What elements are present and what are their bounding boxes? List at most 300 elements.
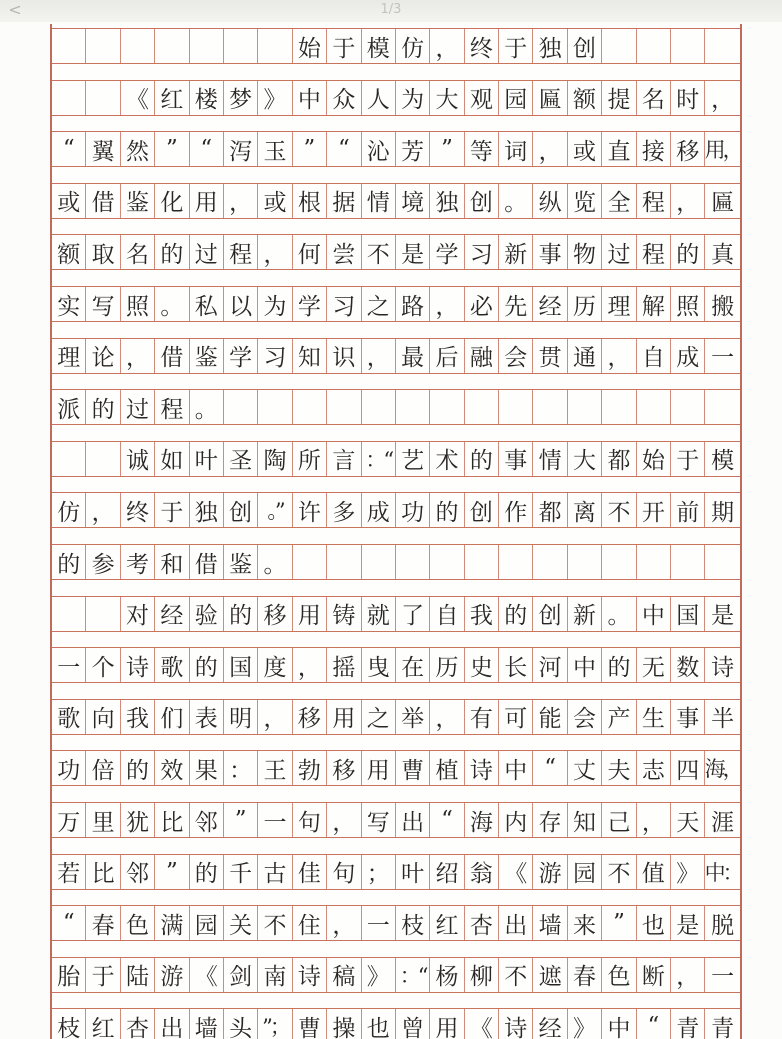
grid-cell: 游 xyxy=(155,958,189,992)
grid-cell: 断 xyxy=(637,958,671,992)
grid-cell: 不 xyxy=(602,855,636,889)
grid-cell: 色 xyxy=(602,958,636,992)
grid-cell: 融 xyxy=(465,339,499,373)
grid-cell: 春 xyxy=(568,958,602,992)
grid-cell: 自 xyxy=(430,597,464,631)
grid-cell: 派 xyxy=(52,390,86,424)
grid-cell: 史 xyxy=(465,648,499,682)
grid-cell: 先 xyxy=(499,287,533,321)
grid-cell: ” xyxy=(155,132,189,166)
grid-cell xyxy=(293,390,327,424)
grid-cell: 铸 xyxy=(327,597,361,631)
grid-cell: 新 xyxy=(568,597,602,631)
grid-cell: “ xyxy=(637,1009,671,1039)
grid-cell: ：“ xyxy=(362,442,396,476)
grid-cell: 杏 xyxy=(465,906,499,940)
grid-cell: 半 xyxy=(711,706,735,733)
grid-cell: ， xyxy=(533,132,567,166)
grid-cell: 的 xyxy=(121,751,155,785)
grid-cell: 红 xyxy=(86,1009,120,1039)
grid-cell: 杏 xyxy=(121,1009,155,1039)
grid-cell: 纵 xyxy=(533,184,567,218)
grid-cell: 红 xyxy=(155,81,189,115)
grid-cell: 众 xyxy=(327,81,361,115)
grid-cell: ， xyxy=(671,958,705,992)
grid-cell: 曹 xyxy=(293,1009,327,1039)
grid-cell: 物 xyxy=(568,235,602,269)
grid-cell: 陆 xyxy=(121,958,155,992)
grid-cell: 匾 xyxy=(711,190,735,217)
grid-cell: 长 xyxy=(499,648,533,682)
grid-cell: 产 xyxy=(602,700,636,734)
grid-cell: ， xyxy=(362,339,396,373)
grid-cell: 出 xyxy=(499,906,533,940)
grid-cell: 内 xyxy=(499,803,533,837)
grid-cell: 存 xyxy=(533,803,567,837)
grid-cell: ， xyxy=(224,184,258,218)
grid-cell: 己 xyxy=(602,803,636,837)
grid-cell xyxy=(602,390,636,424)
grid-cell: 》 xyxy=(362,958,396,992)
grid-row xyxy=(52,492,740,528)
grid-cell: 中 xyxy=(602,1009,636,1039)
grid-cell: 用 xyxy=(430,1009,464,1039)
grid-row xyxy=(52,647,740,683)
grid-cell xyxy=(327,390,361,424)
grid-cell xyxy=(86,597,120,631)
grid-row xyxy=(52,1008,740,1039)
grid-cell: 圣 xyxy=(224,442,258,476)
grid-cell: ” xyxy=(430,132,464,166)
grid-cell: 尝 xyxy=(327,235,361,269)
grid-cell xyxy=(362,390,396,424)
grid-cell: ， xyxy=(258,235,292,269)
grid-cell: 独 xyxy=(533,29,567,63)
grid-cell: 的 xyxy=(224,597,258,631)
grid-cell: 用 xyxy=(327,700,361,734)
grid-cell: 必 xyxy=(465,287,499,321)
grid-cell: 解 xyxy=(637,287,671,321)
grid-cell: 沁 xyxy=(362,132,396,166)
grid-cell: 若 xyxy=(52,855,86,889)
grid-cell: 泻 xyxy=(224,132,258,166)
grid-cell: 头 xyxy=(224,1009,258,1039)
grid-cell xyxy=(602,545,636,579)
grid-cell: 诗 xyxy=(293,958,327,992)
grid-cell xyxy=(465,545,499,579)
grid-cell: 满 xyxy=(155,906,189,940)
grid-cell: 经 xyxy=(533,1009,567,1039)
grid-cell: 过 xyxy=(121,390,155,424)
grid-cell: 理 xyxy=(602,287,636,321)
grid-cell xyxy=(705,390,739,424)
grid-cell xyxy=(224,29,258,63)
grid-cell: “ xyxy=(190,132,224,166)
grid-cell: 程 xyxy=(637,184,671,218)
grid-cell xyxy=(52,597,86,631)
grid-cell: 论 xyxy=(86,339,120,373)
grid-cell: 移 xyxy=(258,597,292,631)
grid-cell: “ xyxy=(430,803,464,837)
grid-cell xyxy=(430,545,464,579)
grid-cell: ， xyxy=(327,803,361,837)
grid-cell: 。 xyxy=(190,390,224,424)
grid-cell: 河 xyxy=(533,648,567,682)
grid-cell: 移 xyxy=(293,700,327,734)
grid-row xyxy=(52,544,740,580)
back-chevron-icon[interactable]: < xyxy=(8,0,22,19)
grid-cell: 人 xyxy=(362,81,396,115)
grid-cell: 曾 xyxy=(396,1009,430,1039)
grid-cell: 作 xyxy=(499,493,533,527)
grid-cell: 墙 xyxy=(533,906,567,940)
grid-cell: 额 xyxy=(568,81,602,115)
grid-cell: 梦 xyxy=(224,81,258,115)
grid-cell: 柳 xyxy=(465,958,499,992)
grid-cell xyxy=(258,390,292,424)
grid-cell: 歌 xyxy=(52,700,86,734)
grid-cell: 句 xyxy=(293,803,327,837)
grid-cell: ” xyxy=(602,906,636,940)
grid-cell: 于 xyxy=(499,29,533,63)
grid-cell: 度 xyxy=(258,648,292,682)
grid-cell: 始 xyxy=(637,442,671,476)
grid-cell: 知 xyxy=(293,339,327,373)
grid-cell: 独 xyxy=(190,493,224,527)
grid-cell: 术 xyxy=(430,442,464,476)
grid-cell xyxy=(533,390,567,424)
grid-cell xyxy=(465,390,499,424)
grid-cell: 向 xyxy=(86,700,120,734)
grid-cell: 实 xyxy=(52,287,86,321)
grid-cell: 色 xyxy=(121,906,155,940)
grid-cell: 识 xyxy=(327,339,361,373)
grid-cell: ， xyxy=(602,339,636,373)
grid-cell: 也 xyxy=(637,906,671,940)
grid-cell: 照 xyxy=(121,287,155,321)
grid-cell: 玉 xyxy=(258,132,292,166)
grid-cell: 艺 xyxy=(396,442,430,476)
grid-cell: 数 xyxy=(671,648,705,682)
grid-cell: 植 xyxy=(430,751,464,785)
grid-row xyxy=(52,80,740,116)
grid-cell xyxy=(52,442,86,476)
grid-cell: “ xyxy=(533,751,567,785)
grid-cell: 接 xyxy=(637,132,671,166)
grid-cell: 情 xyxy=(533,442,567,476)
grid-cell: 不 xyxy=(499,958,533,992)
grid-cell: 仿 xyxy=(52,493,86,527)
grid-cell: ： xyxy=(224,751,258,785)
grid-cell: 剑 xyxy=(224,958,258,992)
grid-cell xyxy=(224,390,258,424)
grid-cell: ， xyxy=(430,287,464,321)
grid-cell: 无 xyxy=(637,648,671,682)
grid-cell: 值 xyxy=(637,855,671,889)
grid-cell: 志 xyxy=(637,751,671,785)
grid-cell: 中 xyxy=(499,751,533,785)
grid-cell: 开 xyxy=(637,493,671,527)
grid-cell: 胎 xyxy=(52,958,86,992)
grid-cell: 或 xyxy=(52,184,86,218)
grid-cell: 鉴 xyxy=(190,339,224,373)
grid-cell: 不 xyxy=(602,493,636,527)
grid-cell: 于 xyxy=(327,29,361,63)
grid-cell xyxy=(602,29,636,63)
grid-cell: ， xyxy=(327,906,361,940)
grid-cell: 出 xyxy=(396,803,430,837)
grid-cell: 比 xyxy=(86,855,120,889)
grid-cell xyxy=(671,29,705,63)
grid-cell: 都 xyxy=(602,442,636,476)
grid-cell: 借 xyxy=(86,184,120,218)
grid-cell: 经 xyxy=(533,287,567,321)
grid-cell: 邻 xyxy=(121,855,155,889)
grid-cell: 的 xyxy=(190,855,224,889)
grid-cell xyxy=(362,545,396,579)
grid-cell: 为 xyxy=(396,81,430,115)
grid-cell: 倍 xyxy=(86,751,120,785)
grid-cell: 化 xyxy=(155,184,189,218)
grid-cell: 用， xyxy=(704,138,741,163)
grid-cell: 验 xyxy=(190,597,224,631)
grid-row xyxy=(52,596,740,632)
grid-cell: 一 xyxy=(362,906,396,940)
grid-cell: 独 xyxy=(430,184,464,218)
grid-cell: 参 xyxy=(86,545,120,579)
grid-cell: 国 xyxy=(671,597,705,631)
grid-cell xyxy=(705,545,739,579)
grid-cell: 稿 xyxy=(327,958,361,992)
grid-cell: 中 xyxy=(568,648,602,682)
grid-cell: 经 xyxy=(155,597,189,631)
grid-cell: 之 xyxy=(362,700,396,734)
grid-cell: 生 xyxy=(637,700,671,734)
grid-cell: 借 xyxy=(190,545,224,579)
grid-cell: 表 xyxy=(190,700,224,734)
grid-cell: 模 xyxy=(711,448,735,475)
grid-cell xyxy=(258,29,292,63)
grid-cell: 贯 xyxy=(533,339,567,373)
grid-row xyxy=(52,441,740,477)
grid-cell: 效 xyxy=(155,751,189,785)
grid-cell: ， xyxy=(430,700,464,734)
grid-cell: 取 xyxy=(86,235,120,269)
grid-cell: 情 xyxy=(362,184,396,218)
grid-cell: 《 xyxy=(465,1009,499,1039)
grid-cell: 夫 xyxy=(602,751,636,785)
grid-cell: 可 xyxy=(499,700,533,734)
grid-cell: 私 xyxy=(190,287,224,321)
grid-cell: 如 xyxy=(155,442,189,476)
grid-cell: 之 xyxy=(362,287,396,321)
grid-cell: 终 xyxy=(465,29,499,63)
grid-cell: ， xyxy=(711,87,735,114)
grid-cell: 用 xyxy=(190,184,224,218)
grid-cell: 万 xyxy=(52,803,86,837)
grid-cell: 鉴 xyxy=(121,184,155,218)
grid-cell: 句 xyxy=(327,855,361,889)
grid-cell: 南 xyxy=(258,958,292,992)
grid-cell: 用 xyxy=(362,751,396,785)
grid-cell: 移 xyxy=(671,132,705,166)
grid-cell: 观 xyxy=(465,81,499,115)
grid-cell: 。 xyxy=(602,597,636,631)
grid-cell: 千 xyxy=(224,855,258,889)
grid-cell: 额 xyxy=(52,235,86,269)
grid-cell: 是 xyxy=(671,906,705,940)
grid-row xyxy=(52,234,740,270)
grid-cell: 名 xyxy=(121,235,155,269)
grid-cell: 言 xyxy=(327,442,361,476)
grid-cell: 习 xyxy=(327,287,361,321)
grid-row xyxy=(52,389,740,425)
grid-cell: 遮 xyxy=(533,958,567,992)
grid-cell: 摇 xyxy=(327,648,361,682)
grid-cell: 诗 xyxy=(711,654,735,681)
grid-cell: 佳 xyxy=(293,855,327,889)
grid-cell: 叶 xyxy=(190,442,224,476)
grid-cell: 海 xyxy=(465,803,499,837)
grid-cell: 自 xyxy=(637,339,671,373)
grid-cell xyxy=(396,545,430,579)
grid-cell: 春 xyxy=(86,906,120,940)
grid-cell: 枝 xyxy=(396,906,430,940)
grid-cell: 的 xyxy=(671,235,705,269)
grid-cell xyxy=(155,29,189,63)
grid-cell: 创 xyxy=(533,597,567,631)
grid-cell: 一 xyxy=(258,803,292,837)
grid-cell: 或 xyxy=(258,184,292,218)
grid-cell: 。” xyxy=(258,493,292,527)
grid-cell: 勃 xyxy=(293,751,327,785)
grid-cell: 的 xyxy=(86,390,120,424)
grid-cell: 诗 xyxy=(499,1009,533,1039)
grid-cell xyxy=(430,390,464,424)
grid-cell: 成 xyxy=(671,339,705,373)
essay-grid-paper xyxy=(50,24,742,1039)
grid-cell xyxy=(190,29,224,63)
grid-cell: 境 xyxy=(396,184,430,218)
grid-cell: 模 xyxy=(362,29,396,63)
grid-cell: 大 xyxy=(568,442,602,476)
grid-cell: 。 xyxy=(258,545,292,579)
grid-cell: 》 xyxy=(258,81,292,115)
grid-cell: 能 xyxy=(533,700,567,734)
grid-cell: 们 xyxy=(155,700,189,734)
grid-cell: ， xyxy=(430,29,464,63)
grid-cell xyxy=(499,390,533,424)
grid-cell: 会 xyxy=(568,700,602,734)
grid-cell: 功 xyxy=(52,751,86,785)
grid-cell: 习 xyxy=(465,235,499,269)
grid-cell: 青 xyxy=(671,1009,705,1039)
grid-cell: 学 xyxy=(224,339,258,373)
grid-cell: “ xyxy=(52,906,86,940)
grid-cell: 天 xyxy=(671,803,705,837)
grid-cell: 历 xyxy=(568,287,602,321)
grid-cell: 楼 xyxy=(190,81,224,115)
grid-cell: 》 xyxy=(671,855,705,889)
grid-cell xyxy=(637,545,671,579)
grid-cell: 事 xyxy=(533,235,567,269)
grid-cell: 叶 xyxy=(396,855,430,889)
grid-cell: 何 xyxy=(293,235,327,269)
grid-cell: 始 xyxy=(293,29,327,63)
grid-cell: 《 xyxy=(499,855,533,889)
grid-cell: 比 xyxy=(155,803,189,837)
grid-cell: 时 xyxy=(671,81,705,115)
grid-cell: 前 xyxy=(671,493,705,527)
grid-cell: 以 xyxy=(224,287,258,321)
grid-row xyxy=(52,957,740,993)
grid-cell: 就 xyxy=(362,597,396,631)
grid-cell: 中 xyxy=(637,597,671,631)
grid-row xyxy=(52,28,740,64)
grid-cell: 明 xyxy=(224,700,258,734)
grid-cell: 诗 xyxy=(465,751,499,785)
grid-cell: 陶 xyxy=(258,442,292,476)
grid-cell: ， xyxy=(637,803,671,837)
grid-cell: 有 xyxy=(465,700,499,734)
grid-cell: 里 xyxy=(86,803,120,837)
grid-cell: 程 xyxy=(637,235,671,269)
grid-cell: 于 xyxy=(86,958,120,992)
grid-cell: 诗 xyxy=(121,648,155,682)
grid-cell: 的 xyxy=(52,545,86,579)
grid-cell: 或 xyxy=(568,132,602,166)
grid-cell: 一 xyxy=(711,345,735,372)
grid-cell: 匾 xyxy=(533,81,567,115)
grid-cell: ” xyxy=(155,855,189,889)
grid-cell: 据 xyxy=(327,184,361,218)
grid-cell: 的 xyxy=(465,442,499,476)
grid-cell xyxy=(86,81,120,115)
grid-cell: “ xyxy=(327,132,361,166)
grid-cell: 国 xyxy=(224,648,258,682)
grid-cell: 移 xyxy=(327,751,361,785)
grid-cell: 最 xyxy=(396,339,430,373)
grid-cell: 创 xyxy=(568,29,602,63)
grid-cell: 全 xyxy=(602,184,636,218)
grid-cell: 曳 xyxy=(362,648,396,682)
grid-cell: 创 xyxy=(224,493,258,527)
grid-row xyxy=(52,750,740,786)
grid-cell: 历 xyxy=(430,648,464,682)
grid-cell: 期 xyxy=(711,499,735,526)
grid-cell: 和 xyxy=(155,545,189,579)
grid-cell: 真 xyxy=(711,241,735,268)
grid-cell: 来 xyxy=(568,906,602,940)
grid-row xyxy=(52,905,740,941)
grid-row xyxy=(52,286,740,322)
grid-cell: 事 xyxy=(499,442,533,476)
grid-cell: 所 xyxy=(293,442,327,476)
grid-cell: 杨 xyxy=(430,958,464,992)
grid-cell xyxy=(637,390,671,424)
grid-cell: 在 xyxy=(396,648,430,682)
grid-cell: 对 xyxy=(121,597,155,631)
grid-cell: 许 xyxy=(293,493,327,527)
grid-cell: 都 xyxy=(533,493,567,527)
grid-cell: 不 xyxy=(362,235,396,269)
grid-cell: 写 xyxy=(362,803,396,837)
grid-cell xyxy=(86,29,120,63)
grid-cell xyxy=(86,442,120,476)
grid-cell: 借 xyxy=(155,339,189,373)
grid-cell: 功 xyxy=(396,493,430,527)
grid-cell: 红 xyxy=(430,906,464,940)
